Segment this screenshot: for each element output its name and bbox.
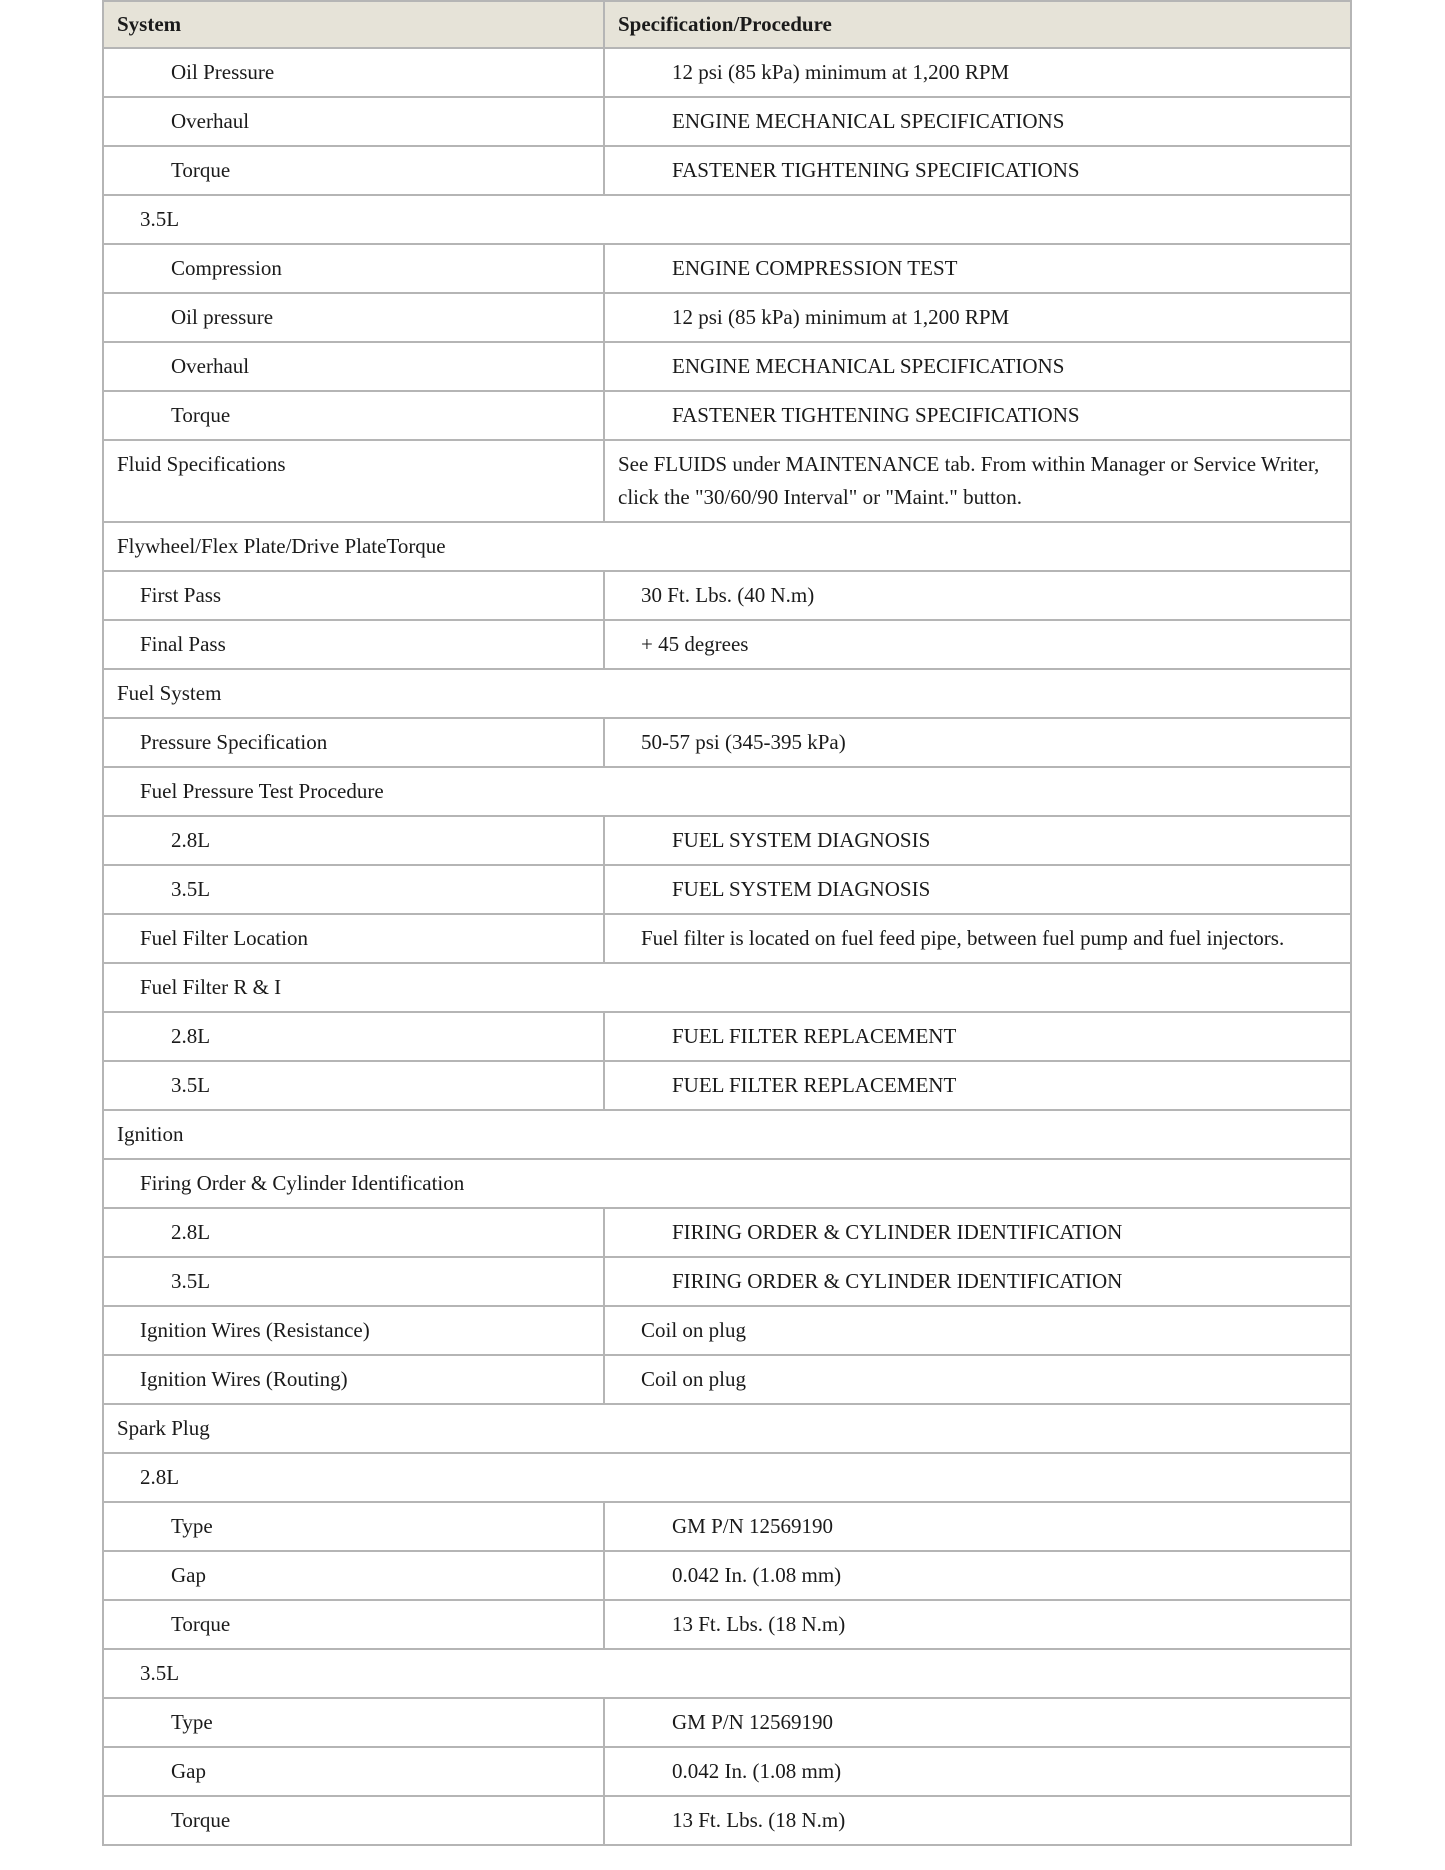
specification-cell: ENGINE MECHANICAL SPECIFICATIONS xyxy=(604,342,1351,391)
specification-cell: FUEL FILTER REPLACEMENT xyxy=(604,1012,1351,1061)
specification-cell: FIRING ORDER & CYLINDER IDENTIFICATION xyxy=(604,1208,1351,1257)
table-row xyxy=(103,1600,1351,1649)
system-cell: Fuel Filter Location xyxy=(103,914,604,963)
section-row xyxy=(103,1110,1351,1159)
table-row xyxy=(103,244,1351,293)
specification-cell: FUEL SYSTEM DIAGNOSIS xyxy=(604,865,1351,914)
system-cell: 3.5L xyxy=(103,1257,604,1306)
table-row xyxy=(103,620,1351,669)
specification-cell: ENGINE MECHANICAL SPECIFICATIONS xyxy=(604,97,1351,146)
section-label: Ignition xyxy=(103,1110,1351,1159)
specification-cell: 0.042 In. (1.08 mm) xyxy=(604,1747,1351,1796)
section-row xyxy=(103,522,1351,571)
table-row xyxy=(103,1355,1351,1404)
specification-cell: FASTENER TIGHTENING SPECIFICATIONS xyxy=(604,146,1351,195)
table-row xyxy=(103,1796,1351,1845)
table-row xyxy=(103,97,1351,146)
table-row xyxy=(103,146,1351,195)
specifications-table xyxy=(102,0,1352,1846)
section-row xyxy=(103,1404,1351,1453)
system-cell: 2.8L xyxy=(103,816,604,865)
system-cell: Fluid Specifications xyxy=(103,440,604,522)
system-cell: Gap xyxy=(103,1747,604,1796)
system-cell: Ignition Wires (Resistance) xyxy=(103,1306,604,1355)
system-cell: Overhaul xyxy=(103,97,604,146)
specification-cell: Coil on plug xyxy=(604,1355,1351,1404)
specification-cell: FASTENER TIGHTENING SPECIFICATIONS xyxy=(604,391,1351,440)
table-row xyxy=(103,1208,1351,1257)
system-cell: Torque xyxy=(103,146,604,195)
table-row xyxy=(103,293,1351,342)
section-label: Firing Order & Cylinder Identification xyxy=(103,1159,1351,1208)
specification-cell: 30 Ft. Lbs. (40 N.m) xyxy=(604,571,1351,620)
table-row xyxy=(103,718,1351,767)
section-label: Fuel Pressure Test Procedure xyxy=(103,767,1351,816)
table-row xyxy=(103,48,1351,97)
table-row xyxy=(103,865,1351,914)
table-row xyxy=(103,1502,1351,1551)
table-body xyxy=(103,48,1351,1845)
specification-cell: FUEL FILTER REPLACEMENT xyxy=(604,1061,1351,1110)
section-row xyxy=(103,1649,1351,1698)
table-row xyxy=(103,1257,1351,1306)
table-row xyxy=(103,1747,1351,1796)
system-cell: 2.8L xyxy=(103,1012,604,1061)
specification-cell: See FLUIDS under MAINTENANCE tab. From within Manager or Service Writer, click the "30/60/90 Interval" or "Maint." button. xyxy=(604,440,1351,522)
table-row xyxy=(103,342,1351,391)
specification-cell: ENGINE COMPRESSION TEST xyxy=(604,244,1351,293)
header-row xyxy=(103,1,1351,48)
table-row xyxy=(103,571,1351,620)
table-row xyxy=(103,816,1351,865)
specification-cell: 12 psi (85 kPa) minimum at 1,200 RPM xyxy=(604,48,1351,97)
system-cell: Final Pass xyxy=(103,620,604,669)
header-system: System xyxy=(103,1,604,48)
system-cell: 3.5L xyxy=(103,1061,604,1110)
specification-cell: Coil on plug xyxy=(604,1306,1351,1355)
table-row xyxy=(103,914,1351,963)
section-row xyxy=(103,1453,1351,1502)
system-cell: 3.5L xyxy=(103,865,604,914)
specification-cell: GM P/N 12569190 xyxy=(604,1502,1351,1551)
specification-cell: 13 Ft. Lbs. (18 N.m) xyxy=(604,1600,1351,1649)
section-label: 3.5L xyxy=(103,1649,1351,1698)
system-cell: Oil Pressure xyxy=(103,48,604,97)
specification-cell: + 45 degrees xyxy=(604,620,1351,669)
section-row xyxy=(103,1159,1351,1208)
system-cell: Overhaul xyxy=(103,342,604,391)
specification-cell: 12 psi (85 kPa) minimum at 1,200 RPM xyxy=(604,293,1351,342)
specification-cell: FUEL SYSTEM DIAGNOSIS xyxy=(604,816,1351,865)
specification-cell: GM P/N 12569190 xyxy=(604,1698,1351,1747)
specification-cell: 13 Ft. Lbs. (18 N.m) xyxy=(604,1796,1351,1845)
section-row xyxy=(103,963,1351,1012)
section-label: Fuel Filter R & I xyxy=(103,963,1351,1012)
system-cell: First Pass xyxy=(103,571,604,620)
section-label: 3.5L xyxy=(103,195,1351,244)
section-label: 2.8L xyxy=(103,1453,1351,1502)
system-cell: 2.8L xyxy=(103,1208,604,1257)
system-cell: Torque xyxy=(103,1796,604,1845)
table-row xyxy=(103,1012,1351,1061)
table-row xyxy=(103,440,1351,522)
system-cell: Gap xyxy=(103,1551,604,1600)
system-cell: Oil pressure xyxy=(103,293,604,342)
section-row xyxy=(103,767,1351,816)
system-cell: Compression xyxy=(103,244,604,293)
table-row xyxy=(103,391,1351,440)
table-row xyxy=(103,1551,1351,1600)
section-row xyxy=(103,195,1351,244)
section-row xyxy=(103,669,1351,718)
system-cell: Torque xyxy=(103,1600,604,1649)
table-row xyxy=(103,1306,1351,1355)
section-label: Fuel System xyxy=(103,669,1351,718)
specification-cell: 50-57 psi (345-395 kPa) xyxy=(604,718,1351,767)
section-label: Flywheel/Flex Plate/Drive PlateTorque xyxy=(103,522,1351,571)
header-specification: Specification/Procedure xyxy=(604,1,1351,48)
system-cell: Type xyxy=(103,1698,604,1747)
specification-cell: 0.042 In. (1.08 mm) xyxy=(604,1551,1351,1600)
table-row xyxy=(103,1698,1351,1747)
specification-cell: FIRING ORDER & CYLINDER IDENTIFICATION xyxy=(604,1257,1351,1306)
system-cell: Ignition Wires (Routing) xyxy=(103,1355,604,1404)
specification-cell: Fuel filter is located on fuel feed pipe, between fuel pump and fuel injectors. xyxy=(604,914,1351,963)
system-cell: Pressure Specification xyxy=(103,718,604,767)
system-cell: Type xyxy=(103,1502,604,1551)
section-label: Spark Plug xyxy=(103,1404,1351,1453)
system-cell: Torque xyxy=(103,391,604,440)
table-header xyxy=(103,1,1351,48)
table-row xyxy=(103,1061,1351,1110)
